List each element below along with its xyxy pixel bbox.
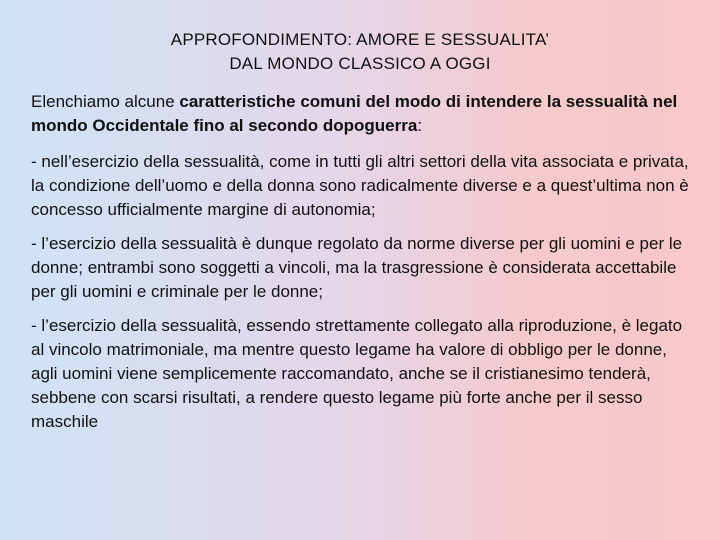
intro-suffix: : (417, 116, 423, 135)
bullet-point-2: - l’esercizio della sessualità è dunque regolato da norme diverse per gli uomini e per le donne; entrambi sono soggetti a vincoli, ma la trasgressione è considerata accettabile per gli uomini e criminale per le donne; (31, 234, 683, 301)
title-line-2: DAL MONDO CLASSICO A OGGI (229, 54, 491, 73)
bullet-point-3: - l’esercizio della sessualità, essendo strettamente collegato alla riproduzione, è legato al vincolo matrimoniale, ma mentre questo legame ha valore di obbligo per le donne, agli uomini viene semplicemente raccomandato, anche se il cristianesimo tenderà, sebbene con scarsi risultati, a rendere questo legame più forte anche per il sesso maschile (31, 316, 683, 431)
bullet-point-1: - nell’esercizio della sessualità, come in tutti gli altri settori della vita associata e privata, la condizione dell’uomo e della donna sono radicalmente diverse e a quest’ultima non è concesso ufficialmente margine di autonomia; (31, 152, 689, 219)
slide-body (31, 90, 691, 444)
intro-prefix: Elenchiamo alcune (31, 92, 180, 111)
slide-title (0, 28, 720, 76)
intro-paragraph (31, 90, 691, 138)
intro-bold-text: caratteristiche comuni del modo di intendere la sessualità nel mondo Occidentale fino al secondo dopoguerra (31, 92, 678, 135)
title-line-1: APPROFONDIMENTO: AMORE E SESSUALITA’ (170, 30, 550, 49)
